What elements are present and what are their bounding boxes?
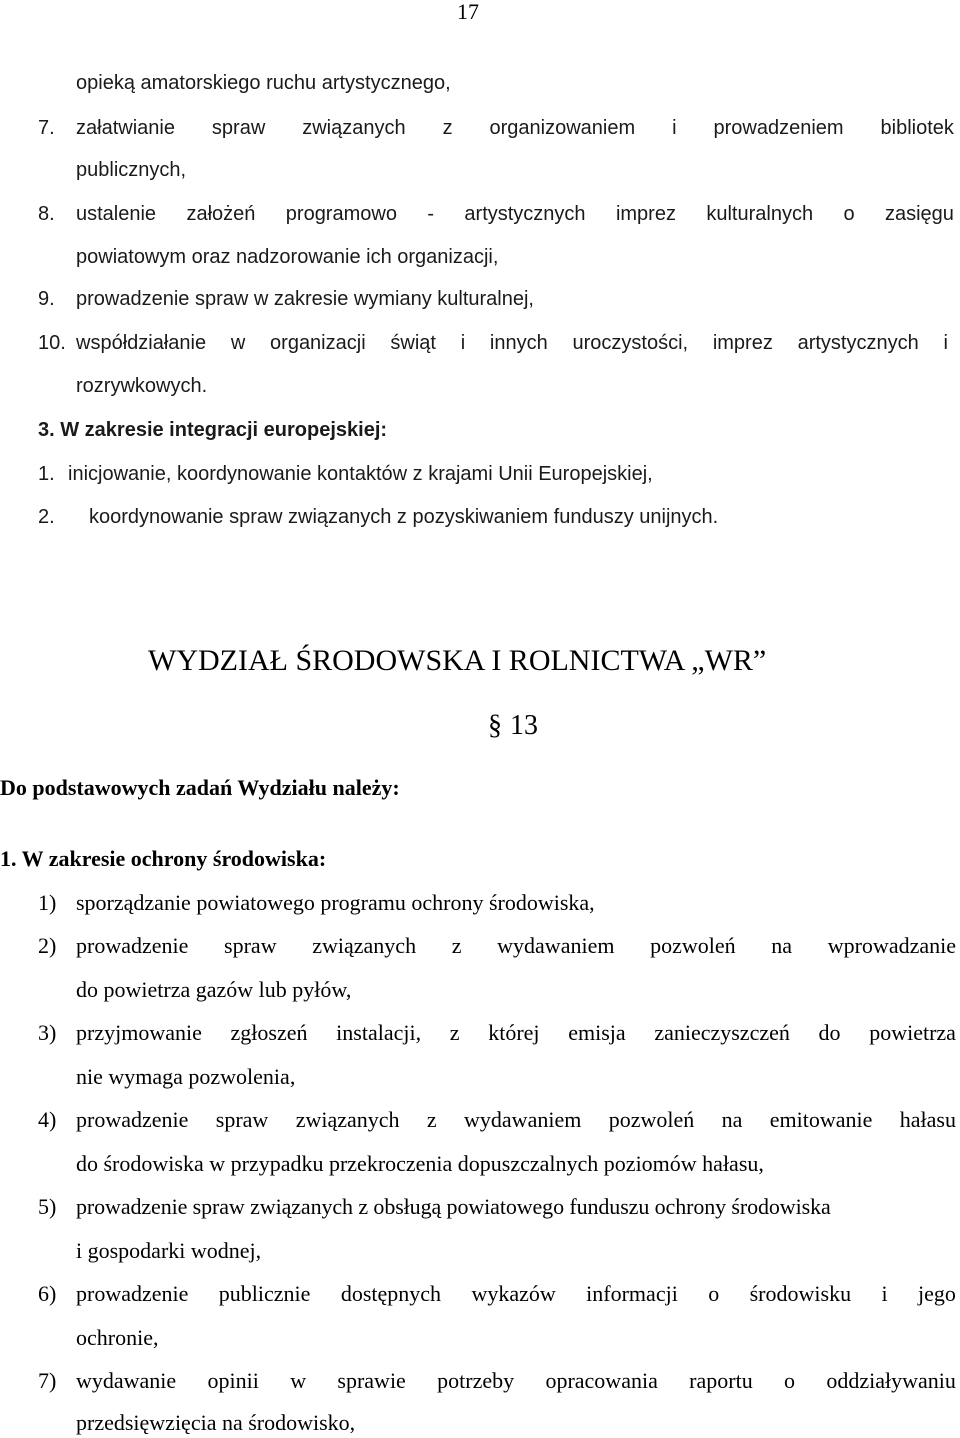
list-item-line: ustalenie założeń programowo - artystycznych imprez kulturalnych o zasięgu xyxy=(76,203,954,225)
page-number: 17 xyxy=(457,0,479,24)
list-item-line: i gospodarki wodnej, xyxy=(76,1238,262,1263)
list-item-number: 7. xyxy=(38,117,55,139)
list-item-line: prowadzenie spraw związanych z wydawaniem pozwoleń na emitowanie hałasu xyxy=(76,1107,956,1132)
list-item-line: prowadzenie spraw w zakresie wymiany kulturalnej, xyxy=(76,288,534,310)
list-item-line: rozrywkowych. xyxy=(76,375,208,397)
list-item-line: prowadzenie publicznie dostępnych wykazów informacji o środowisku i jego xyxy=(76,1281,956,1306)
list-item-number: 7) xyxy=(38,1368,57,1393)
list-item-line: koordynowanie spraw związanych z pozyskiwaniem funduszy unijnych. xyxy=(89,506,719,528)
list-item-line: do środowiska w przypadku przekroczenia dopuszczalnych poziomów hałasu, xyxy=(76,1151,764,1176)
list-item-number: 2. xyxy=(38,506,55,528)
list-item-line: do powietrza gazów lub pyłów, xyxy=(76,977,352,1002)
list-item-number: 6) xyxy=(38,1281,57,1306)
list-item-number: 8. xyxy=(38,203,55,225)
department-title: WYDZIAŁ ŚRODOWSKA I ROLNICTWA „WR” xyxy=(148,644,767,677)
section-symbol: § xyxy=(488,710,502,741)
list-item-line: sporządzanie powiatowego programu ochrony środowiska, xyxy=(76,890,595,915)
list-item-number: 10. xyxy=(38,332,66,354)
list-item-number: 1) xyxy=(38,890,57,915)
list-item-line: przyjmowanie zgłoszeń instalacji, z której emisja zanieczyszczeń do powietrza xyxy=(76,1020,956,1045)
section-heading: 1. W zakresie ochrony środowiska: xyxy=(0,846,327,871)
list-item-line: prowadzenie spraw związanych z obsługą powiatowego funduszu ochrony środowiska xyxy=(76,1194,831,1219)
list-item-number: 3) xyxy=(38,1020,57,1045)
list-item-line: współdziałanie w organizacji świąt i innych uroczystości, imprez artystycznych i xyxy=(76,332,948,354)
list-item-number: 9. xyxy=(38,288,55,310)
list-item-line: wydawanie opinii w sprawie potrzeby opracowania raportu o oddziaływaniu xyxy=(76,1368,956,1393)
list-item-line: nie wymaga pozwolenia, xyxy=(76,1064,296,1089)
section-number-value: 13 xyxy=(510,710,538,741)
list-item-number: 1. xyxy=(38,463,55,485)
list-item-line: powiatowym oraz nadzorowanie ich organizacji, xyxy=(76,246,499,268)
continuation-line: opieką amatorskiego ruchu artystycznego, xyxy=(76,72,451,94)
list-item-line: inicjowanie, koordynowanie kontaktów z krajami Unii Europejskiej, xyxy=(68,463,653,485)
list-item-number: 2) xyxy=(38,933,57,958)
list-item-line: ochronie, xyxy=(76,1325,159,1350)
list-item-line: załatwianie spraw związanych z organizowaniem i prowadzeniem bibliotek xyxy=(76,117,954,139)
list-item-line: publicznych, xyxy=(76,159,187,181)
section-heading: 3. W zakresie integracji europejskiej: xyxy=(38,419,388,441)
list-item-number: 5) xyxy=(38,1194,57,1219)
list-item-number: 4) xyxy=(38,1107,57,1132)
section-number xyxy=(488,710,538,742)
list-item-line: prowadzenie spraw związanych z wydawaniem pozwoleń na wprowadzanie xyxy=(76,933,956,958)
list-item-line: przedsięwzięcia na środowisko, xyxy=(76,1410,356,1435)
tasks-intro: Do podstawowych zadań Wydziału należy: xyxy=(0,775,400,800)
